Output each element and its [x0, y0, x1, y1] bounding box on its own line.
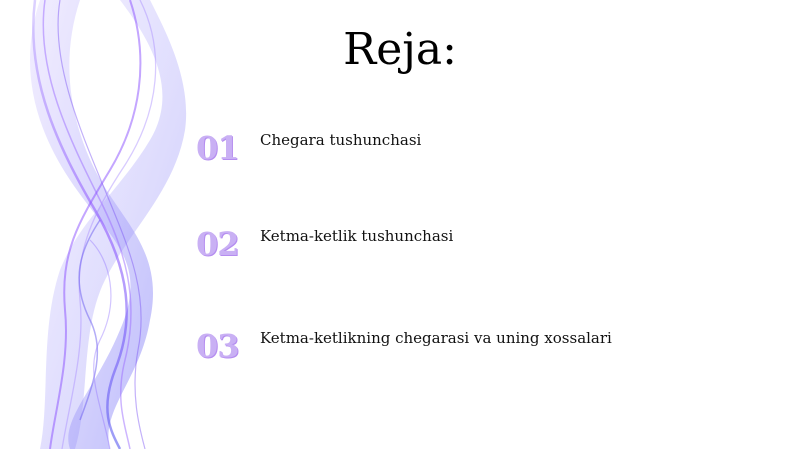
agenda-item: [196, 326, 756, 366]
agenda-item-label: Ketma-ketlik tushunchasi: [260, 227, 454, 245]
slide-title: Reja:: [343, 24, 457, 75]
agenda-item-label: Ketma-ketlikning chegarasi va uning xossalari: [260, 329, 612, 347]
agenda-item-number: 02: [196, 225, 239, 263]
smoke-ribbon-icon: [0, 0, 200, 449]
agenda-item-number: 01: [196, 129, 239, 167]
agenda-item: [196, 224, 756, 264]
agenda-item-number: 03: [196, 327, 239, 365]
agenda-item-label: Chegara tushunchasi: [260, 131, 422, 149]
agenda-item: [196, 128, 756, 168]
